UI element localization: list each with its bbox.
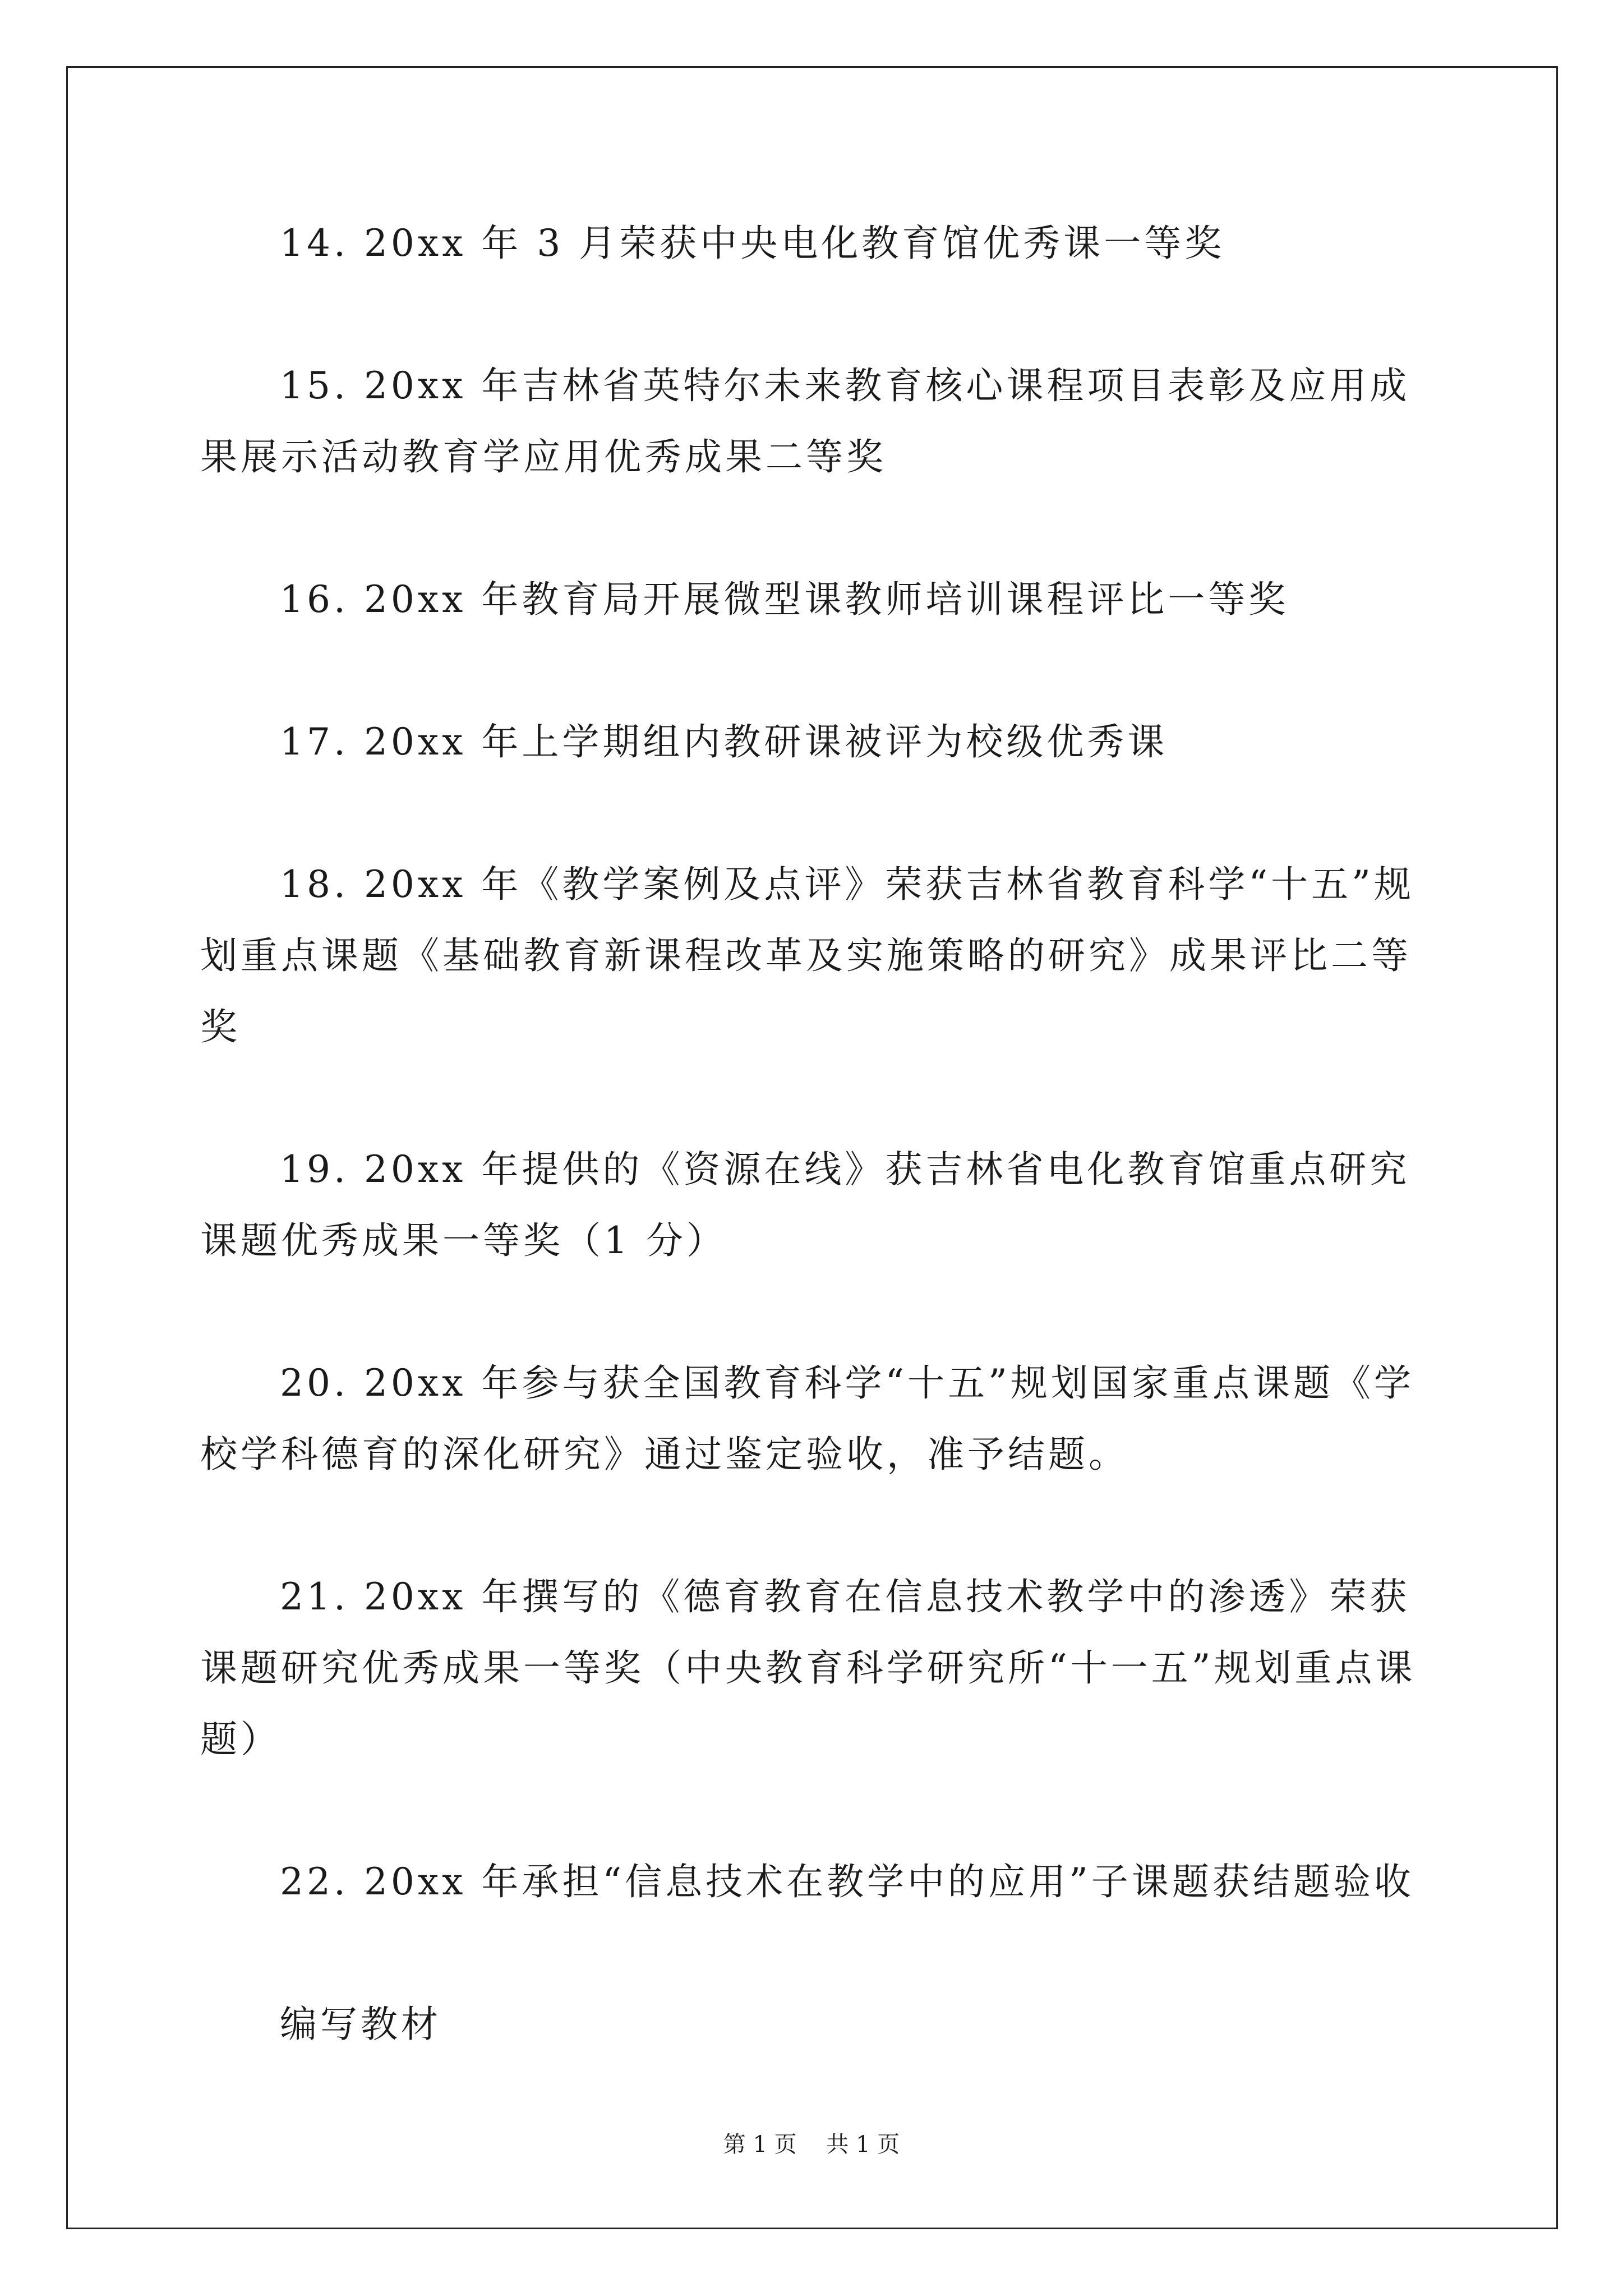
page-footer (0, 2131, 1623, 2159)
paragraph-21: 21. 20xx 年撰写的《德育教育在信息技术教学中的渗透》荣获课题研究优秀成果一等奖（中央教育科学研究所“十一五”规划重点课题） (200, 1575, 1416, 1761)
paragraph-20: 20. 20xx 年参与获全国教育科学“十五”规划国家重点课题《学校学科德育的深化研究》通过鉴定验收，准予结题。 (200, 1361, 1414, 1476)
page-number: 第 1 页 (723, 2132, 797, 2157)
paragraph-22: 22. 20xx 年承担“信息技术在教学中的应用”子课题获结题验收 (280, 1860, 1414, 1903)
paragraph-textbook: 编写教材 (280, 2003, 441, 2046)
document-body (200, 208, 1423, 2131)
paragraph-17: 17. 20xx 年上学期组内教研课被评为校级优秀课 (280, 720, 1168, 763)
page-total: 共 1 页 (826, 2132, 900, 2157)
paragraph-16: 16. 20xx 年教育局开展微型课教师培训课程评比一等奖 (280, 578, 1289, 621)
paragraph-14: 14. 20xx 年 3 月荣获中央电化教育馆优秀课一等奖 (280, 222, 1225, 265)
paragraph-19: 19. 20xx 年提供的《资源在线》获吉林省电化教育馆重点研究课题优秀成果一等奖（1 分） (200, 1148, 1410, 1262)
paragraph-15: 15. 20xx 年吉林省英特尔未来教育核心课程项目表彰及应用成果展示活动教育学应用优秀成果二等奖 (200, 364, 1410, 478)
paragraph-18: 18. 20xx 年《教学案例及点评》荣获吉林省教育科学“十五”规划重点课题《基础教育新课程改革及实施策略的研究》成果评比二等奖 (200, 863, 1414, 1048)
